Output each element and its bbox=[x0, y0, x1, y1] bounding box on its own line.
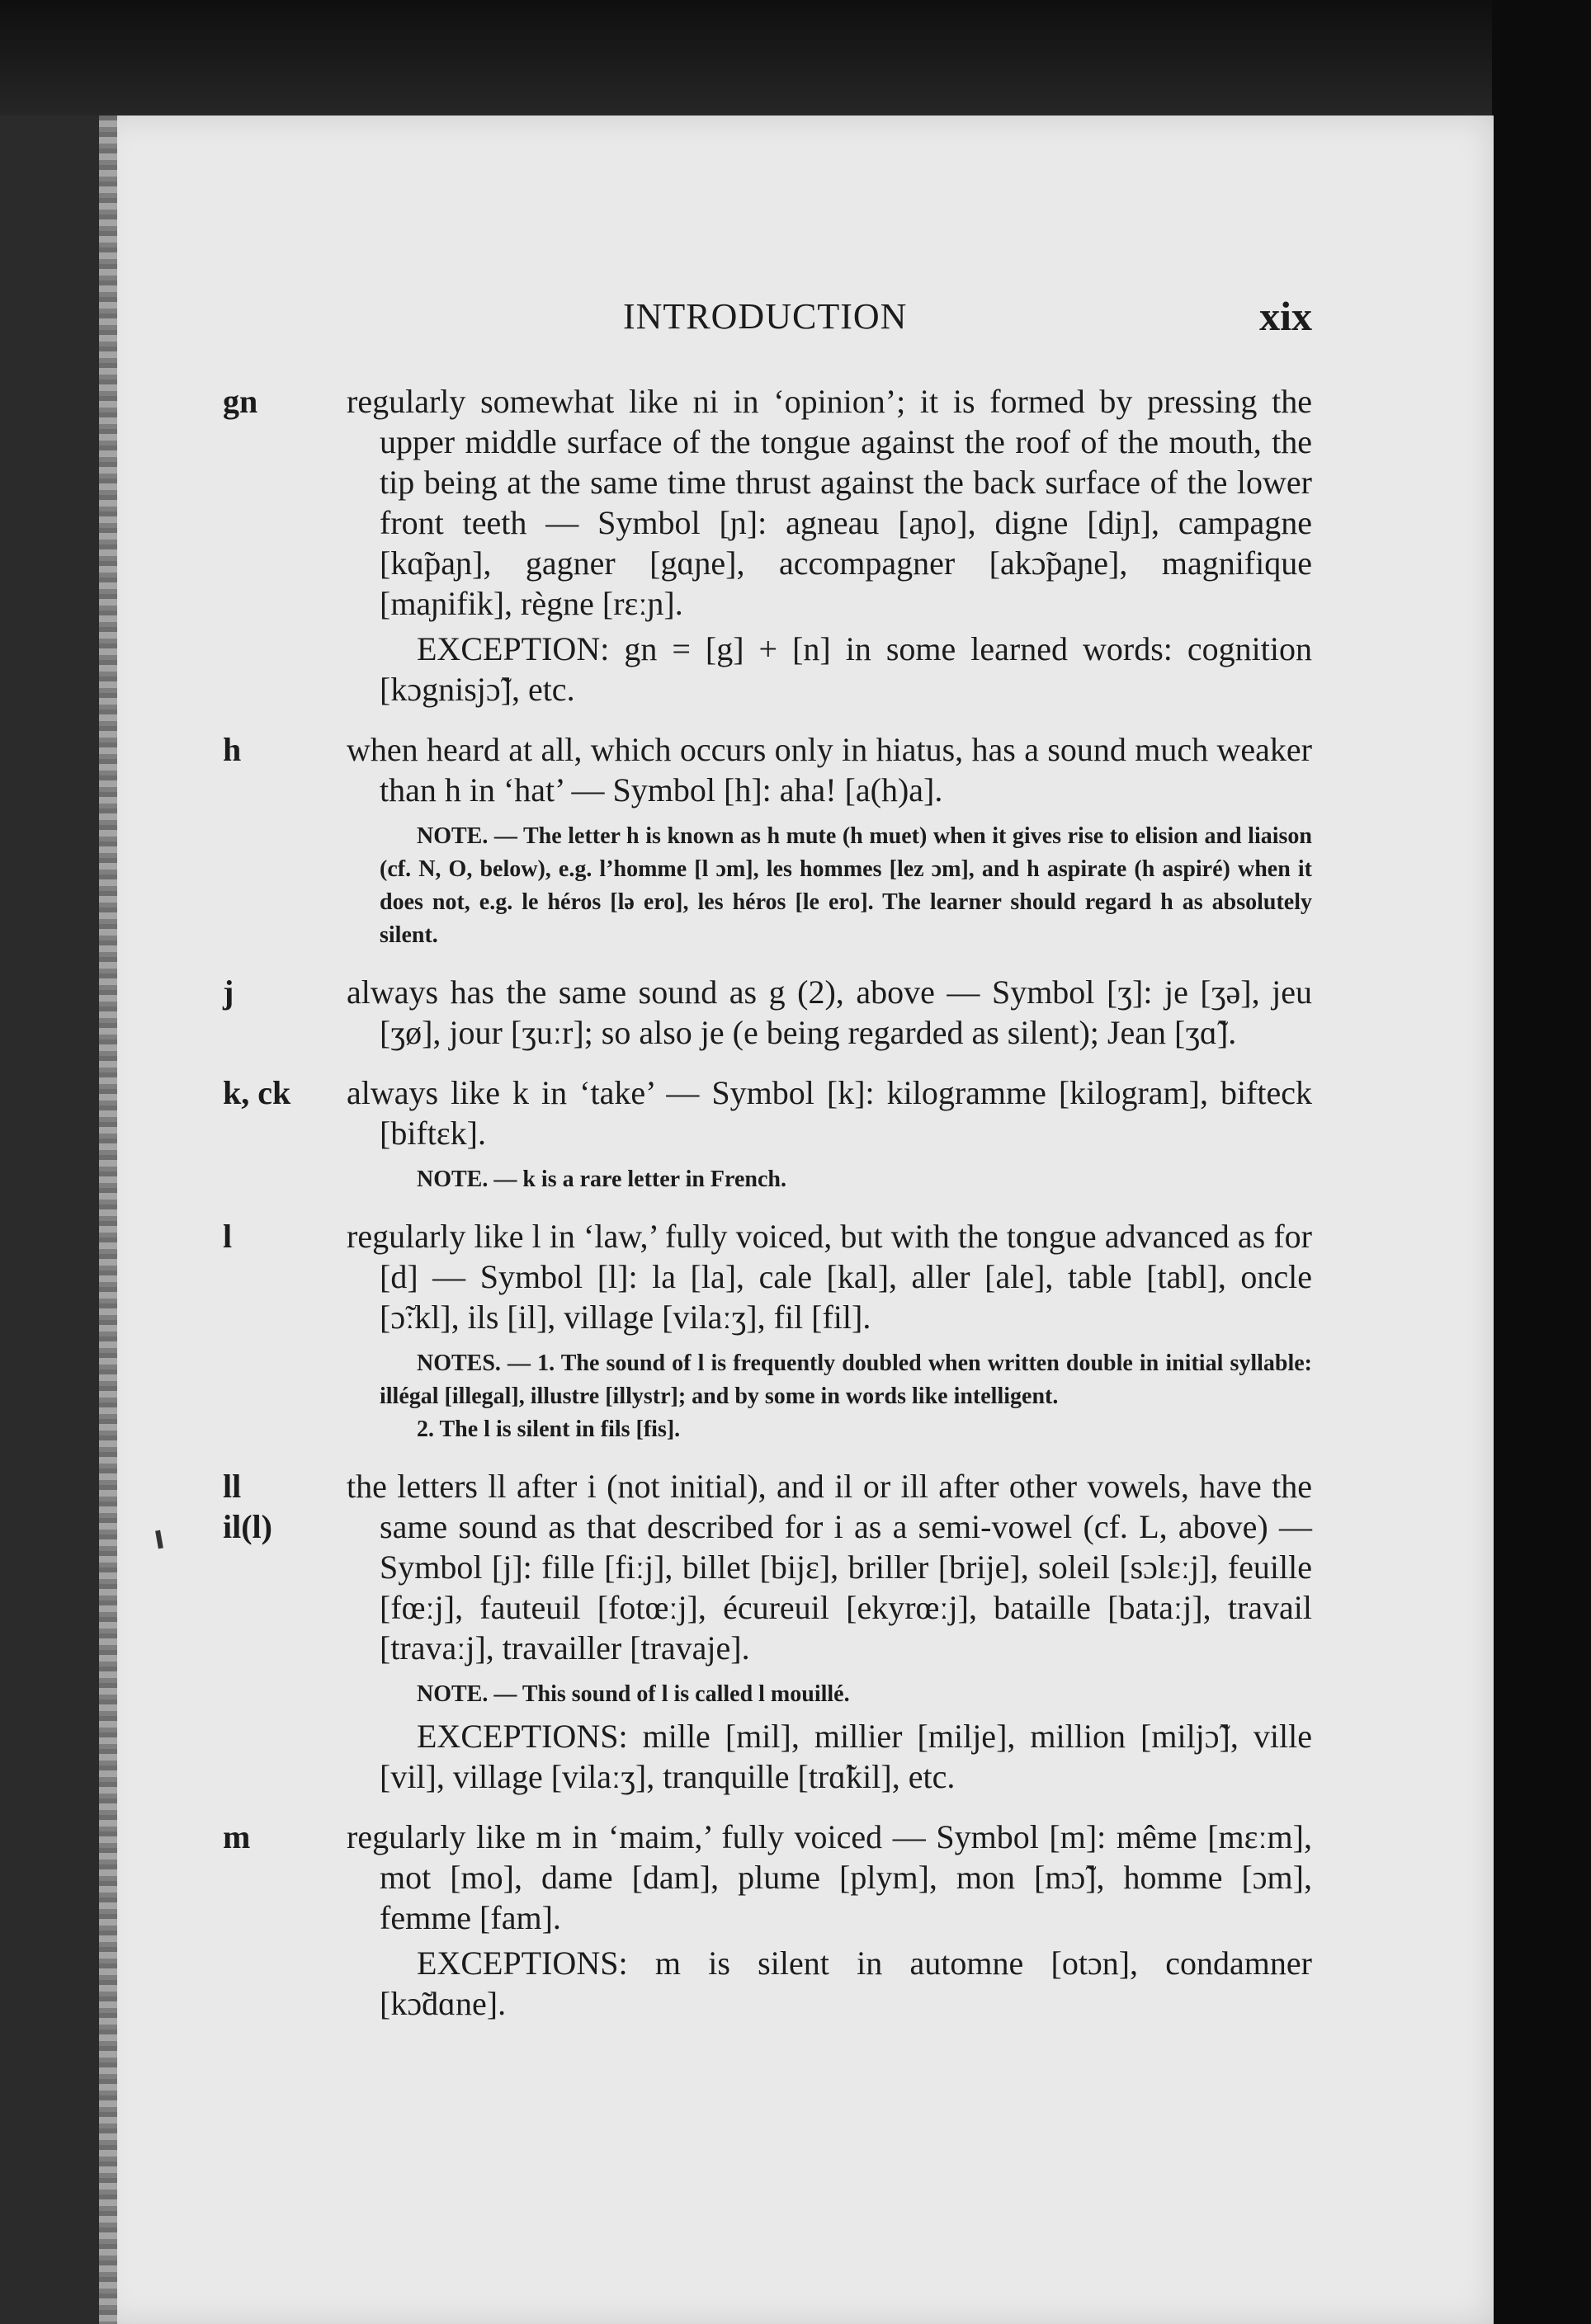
entry-note: NOTE. — k is a rare letter in French. bbox=[417, 1167, 786, 1192]
scan-top-border bbox=[0, 0, 1591, 115]
scan-right-border bbox=[1492, 0, 1591, 2324]
entry-note: NOTE. — This sound of l is called l mouillé. bbox=[417, 1681, 850, 1707]
running-title: INTRODUCTION bbox=[623, 296, 908, 337]
entry-exception: EXCEPTIONS: mille [mil], millier [milje], million [miljɔ̃], ville [vil], village [vilaːʒ], tranquille [trɑ̃kil], etc. bbox=[380, 1718, 1312, 1795]
entry-ll bbox=[223, 1466, 1312, 1797]
entry-text: when heard at all, which occurs only in hiatus, has a sound much weaker than h in ‘hat’ — Symbol [h]: aha! [a(h)a]. bbox=[347, 731, 1312, 808]
entry-key: k, ck bbox=[223, 1074, 291, 1111]
page-number: xix bbox=[1259, 293, 1312, 339]
entry-note-2: 2. The l is silent in fils [fis]. bbox=[417, 1417, 681, 1442]
entry-k-ck bbox=[223, 1072, 1312, 1196]
entry-text: the letters ll after i (not initial), and il or ill after other vowels, have the same sound as that described for i as a semi-vowel (cf. L, above) — Symbol [j]: fille [fiːj], billet [bijɛ], briller [brije], soleil [sɔlɛːj], feuille [fœːj], fauteuil [fotœːj], écureuil [ekyrœːj], bataille [bataːj], travail [travaːj], travailler [travaje]. bbox=[347, 1468, 1312, 1666]
page-content bbox=[223, 381, 1312, 2044]
page-header bbox=[297, 295, 1312, 345]
entry-m bbox=[223, 1817, 1312, 2024]
entry-text: regularly like m in ‘maim,’ fully voiced — Symbol [m]: même [mɛːm], mot [mo], dame [dam], plume [plym], mon [mɔ̃], homme [ɔm], femme [fam]. bbox=[347, 1818, 1312, 1936]
entry-key: h bbox=[223, 731, 242, 768]
book-spine-edge bbox=[99, 115, 117, 2324]
entry-key: j bbox=[223, 973, 234, 1011]
entry-gn bbox=[223, 381, 1312, 709]
entry-l bbox=[223, 1216, 1312, 1446]
entry-text: regularly like l in ‘law,’ fully voiced, but with the tongue advanced as for [d] — Symbol [l]: la [la], cale [kal], aller [ale], table [tabl], oncle [ɔ̃ːkl], ils [il], village [vilaːʒ], fil [fil]. bbox=[347, 1218, 1312, 1336]
entry-key: l bbox=[223, 1218, 233, 1255]
entry-j bbox=[223, 972, 1312, 1053]
entry-text: regularly somewhat like ni in ‘opinion’; it is formed by pressing the upper middle surface of the tongue against the roof of the mouth, the tip being at the same time thrust against the back surface of the lower front teeth — Symbol [ɲ]: agneau [aɲo], digne [diɲ], campagne [kɑ̃paɲ], gagner [gɑɲe], accompagner [akɔ̃paɲe], magnifique [maɲifik], règne [rɛːɲ]. bbox=[347, 383, 1312, 622]
entry-key: m bbox=[223, 1818, 251, 1855]
entry-h bbox=[223, 729, 1312, 952]
entry-key: ll il(l) bbox=[223, 1468, 272, 1545]
entry-text: always has the same sound as g (2), above — Symbol [ʒ]: je [ʒə], jeu [ʒø], jour [ʒuːr]; so also je (e being regarded as silent); Jean [ʒɑ̃]. bbox=[347, 973, 1312, 1051]
entry-text: always like k in ‘take’ — Symbol [k]: kilogramme [kilogram], bifteck [biftɛk]. bbox=[347, 1074, 1312, 1152]
entry-note: NOTES. — 1. The sound of l is frequently doubled when written double in initial syllable: illégal [illegal], illustre [illystr]; and by some in words like intelligent. bbox=[380, 1351, 1312, 1409]
entry-key: gn bbox=[223, 383, 258, 420]
entry-exception: EXCEPTIONS: m is silent in automne [otɔn], condamner [kɔ̃dɑne]. bbox=[380, 1945, 1312, 2022]
entry-note: NOTE. — The letter h is known as h mute (h muet) when it gives rise to elision and liaison (cf. N, O, below), e.g. l’homme [l ɔm], les hommes [lez ɔm], and h aspirate (h aspiré) when it does not, e.g. le héros [lə ero], les héros [le ero]. The learner should regard h as absolutely silent. bbox=[380, 823, 1312, 948]
entry-exception: EXCEPTION: gn = [g] + [n] in some learned words: cognition [kɔgnisjɔ̃], etc. bbox=[380, 630, 1312, 708]
